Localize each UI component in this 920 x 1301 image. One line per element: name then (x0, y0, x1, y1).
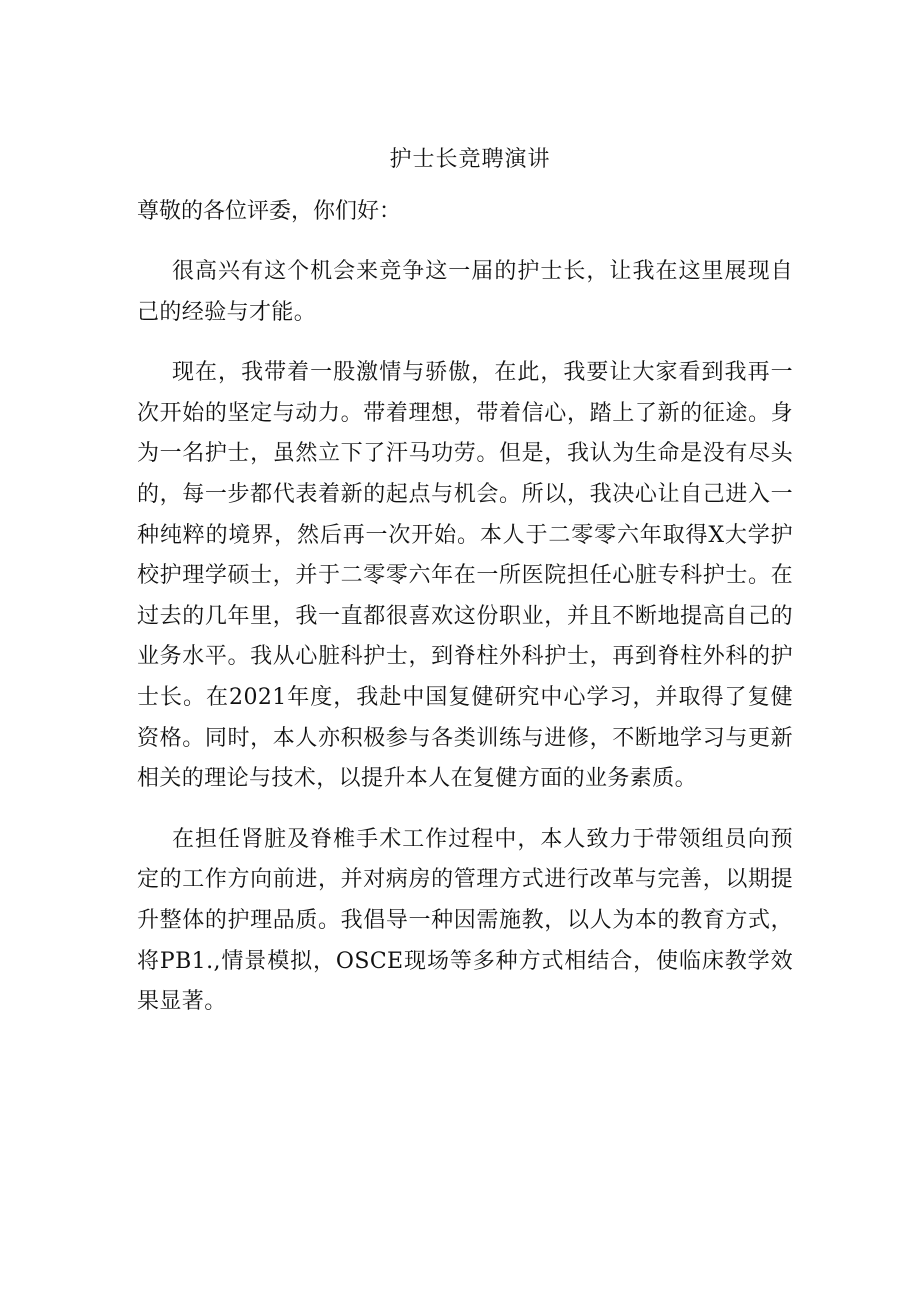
document-title: 护士长竞聘演讲 (389, 147, 551, 172)
salutation: 尊敬的各位评委，你们好： (137, 199, 402, 224)
paragraph-experience: 现在，我带着一股激情与骄傲，在此，我要让大家看到我再一次开始的坚定与动力。带着理想，带着信心，踏上了新的征途。身为一名护士，虽然立下了汗马功劳。但是，我认为生命是没有尽头的，每一步都代表着新的起点与机会。所以，我决心让自己进入一种纯粹的境界，然后再一次开始。本人于二零零六年取得X大学护校护理学硕士，并于二零零六年在一所医院担任心脏专科护士。在过去的几年里，我一直都很喜欢这份职业，并且不断地提高自己的业务水平。我从心脏科护士，到脊柱外科护士，再到脊柱外科的护士长。在2021年度，我赴中国复健研究中心学习，并取得了复健资格。同时，本人亦积极参与各类训练与进修，不断地学习与更新相关的理论与技术，以提升本人在复健方面的业务素质。 (137, 360, 793, 792)
paragraph-management: 在担任肾脏及脊椎手术工作过程中，本人致力于带领组员向预定的工作方向前进，并对病房的管理方式进行改革与完善，以期提升整体的护理品质。我倡导一种因需施教，以人为本的教育方式，将PB1.,情景模拟，OSCE现场等多种方式相结合，使临床教学效果显著。 (137, 826, 793, 1015)
paragraph-intro: 很高兴有这个机会来竞争这一届的护士长，让我在这里展现自己的经验与才能。 (137, 259, 793, 325)
document-page (137, 140, 793, 1043)
